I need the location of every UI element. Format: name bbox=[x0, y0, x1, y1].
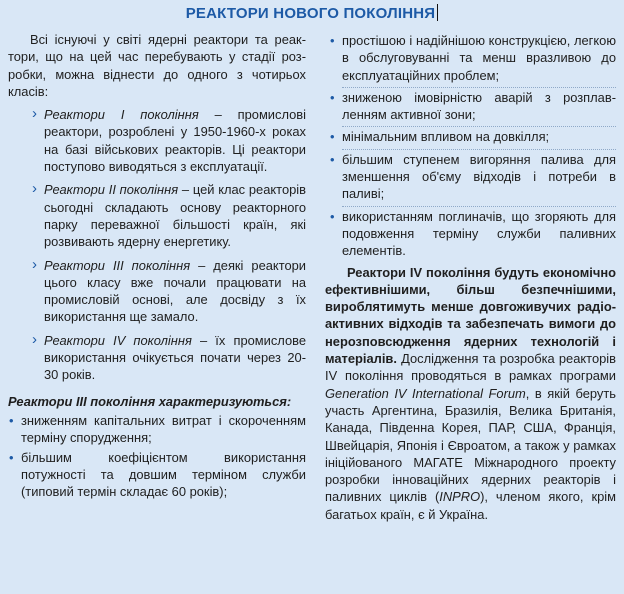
left-column bbox=[8, 31, 306, 500]
list-item bbox=[325, 32, 616, 88]
list-item bbox=[325, 89, 616, 128]
conclusion-bold: Реактори IV покоління будуть економічно ефективнішими, більш безпечнішими, вироблятимуть менше довгоживучих радіоактивних відходів та забезпечать вимоги до нерозповсюдження ядерних технологій і матеріалів. bbox=[325, 264, 616, 367]
page-title bbox=[0, 4, 624, 22]
generation-name: Реактори І покоління bbox=[44, 107, 199, 123]
list-item bbox=[8, 181, 306, 250]
divider bbox=[342, 126, 616, 127]
generation-text: – промислові реактори, розроблені у 1950-1960-х роках на базі військових реакторів. Ці реактори поступово виводяться з експлуатації. bbox=[44, 107, 306, 175]
list-item bbox=[325, 151, 616, 207]
text-cursor bbox=[437, 4, 438, 21]
list-item bbox=[8, 257, 306, 326]
generation-text: – цей клас реакторів сьогодні складають основу реакторного парку переважної більшості країн, які розвивають ядерну енергетику. bbox=[44, 182, 306, 250]
conclusion-text-c: ), членом якого, крім багатьох країн, є й Україна. bbox=[325, 489, 616, 522]
gen3-feature-list-left bbox=[8, 412, 306, 500]
conclusion-text-a: Дослідження та розробка реакторів IV покоління проводяться в рамках програми bbox=[325, 351, 616, 384]
generation-name: Реактори ІІ покоління bbox=[44, 182, 179, 198]
feature-text: • простішою і надійнішою конструкцією, легкою в обслуговуванні та менш вразливою до експлуатаційних проблем; bbox=[342, 33, 616, 83]
generation-list bbox=[8, 106, 306, 383]
inpro-name: INPRO bbox=[439, 489, 481, 505]
generation-text: – їх промислове використання очікується почати через 20-30 років. bbox=[44, 332, 307, 383]
list-item bbox=[325, 128, 616, 149]
feature-text: • мінімальним впливом на довкілля; bbox=[342, 129, 550, 145]
feature-text: • використанням поглиначів, що згоряють для подовження терміну служби паливних елементів. bbox=[342, 208, 616, 259]
gen3-subhead: Реактори ІІІ покоління характеризуються: bbox=[8, 393, 292, 409]
feature-text: • більшим ступенем вигоряння палива для зменшення об'єму відходів і потреби в паливі; bbox=[342, 151, 616, 202]
intro-paragraph: Всі існуючі у світі ядерні реактори та реактори, що на цей час перебувають у стадії розробки, можна віднести до одного з чотирьох класів: bbox=[8, 32, 306, 99]
conclusion-paragraph bbox=[325, 264, 616, 523]
list-item bbox=[325, 208, 616, 260]
conclusion-text-b: , в якій беруть участь Аргентина, Бразилія, Велика Британія, Канада, Південна Корея, ПАР, США, Франція, Швейцарія, Японія і Євроатом, а також у рамках ініційованого МАГАТЕ Міжнародного проекту розробки інноваційних ядерних реакторів і паливних циклів ( bbox=[325, 385, 616, 505]
divider bbox=[342, 149, 616, 150]
generation-text: – деякі реактори цього класу вже почали працювати на промисловій основі, але досвіду з їх використання ще замало. bbox=[44, 257, 306, 325]
right-column bbox=[325, 31, 616, 523]
feature-text: • зниженою імовірністю аварій з розплавленням активної зони; bbox=[342, 89, 616, 123]
list-item: • більшим коефіцієнтом використання потужності та довшим терміном служби (типовий термін складає 60 років); bbox=[8, 449, 306, 501]
list-item bbox=[8, 332, 306, 384]
divider bbox=[342, 206, 616, 207]
page-title-text: РЕАКТОРИ НОВОГО ПОКОЛІННЯ bbox=[185, 5, 436, 22]
forum-name: Generation IV International Forum bbox=[325, 385, 526, 401]
generation-name: Реактори ІІІ покоління bbox=[44, 257, 191, 273]
list-item bbox=[8, 106, 306, 175]
gen3-feature-list-right bbox=[325, 32, 616, 260]
list-item: • зниженням капітальних витрат і скороченням терміну спорудження; bbox=[8, 412, 306, 447]
divider bbox=[342, 87, 616, 88]
generation-name: Реактори IV покоління bbox=[44, 332, 192, 348]
